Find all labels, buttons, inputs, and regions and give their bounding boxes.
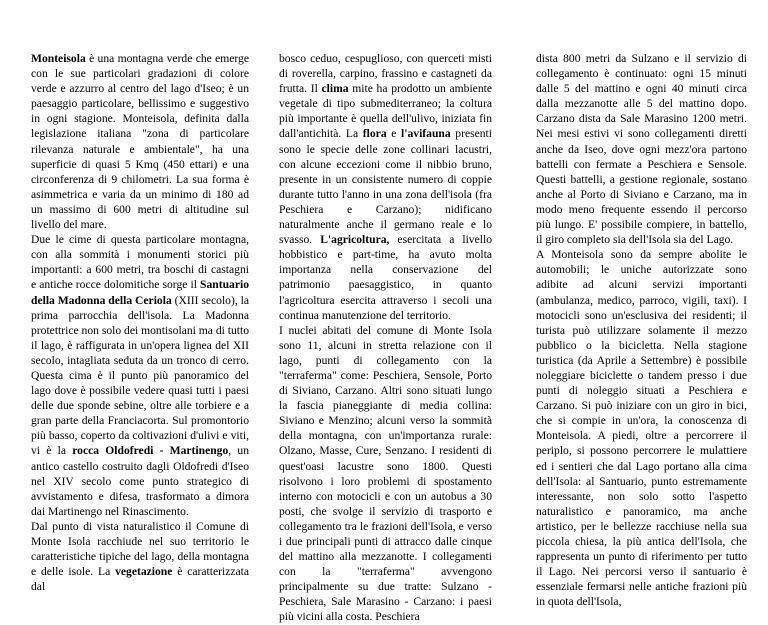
text-run: presenti sono le specie delle zone collinari lacustri, con alcune eccezioni come il nibbio bruno, presente in un consistente numero di coppie durante tutto l'anno in una zona dell'isola (fra Peschiera e Carzano); nidificano naturalmente anche il germano reale e lo svasso. [279, 127, 492, 247]
bold-text-run: l'avifauna [401, 127, 451, 141]
text-run: bosco ceduo, cespuglioso, con querceti misti di roverella, carpino, frassino e castagneti da frutta. Il [279, 52, 492, 96]
text-run: I nuclei abitati del comune di Monte Isola sono 11, alcuni in stretta relazione con il lago, punti di collegamento con la "terraferma" come: Peschiera, Sensole, Porto di Siviano, Carzano. Altri sono situati lungo la fascia pianeggiante di media collina: Siviano e Menzino; alcuni verso la sommità della montagna, con un'importanza rurale: Olzano, Masse, Cure, Senzano. I residenti di quest'oasi lacustre sono 1800. Questi risolvono i loro problemi di spostamento interno con motocicli e con un autobus a 30 posti, che svolge il servizio di trasporto e collegamento tra le frazioni dell'Isola, e verso i due principali punti di attracco dalle cinque del mattino alla mezzanotte. I collegamenti con la "terraferma" avvengono principalmente su due tratte: Sulzano - Peschiera, Sale Marasino - Carzano: i paesi più vicini alla costa. Peschiera [279, 323, 492, 624]
paragraph [31, 51, 249, 232]
text-run: è una montagna verde che emerge con le sue particolari gradazioni di colore verde e azzurro al centro del lago d'Iseo; è un paesaggio particolare, bellissimo e suggestivo in ogni stagione. Monteisola, definita dalla legislazione italiana "zona di particolare rilevanza naturale e ambientale", ha una superficie di quasi 5 Kmq (450 ettari) e una circonferenza di 9 chilometri. La sua forma è asimmetrica e varia da un minimo di 180 ad un massimo di 600 metri di altitudine sul livello del mare. [31, 52, 249, 232]
paragraph [31, 519, 249, 594]
bold-text-run: Santuario della Madonna della Ceriola [31, 278, 249, 307]
text-run: dista 800 metri da Sulzano e il servizio di collegamento è continuato: ogni 15 minuti dalle 5 del mattino e ogni 40 minuti circa dalla mezzanotte alle 5 del mattino dopo. Carzano dista da Sale Marasino 1200 metri. Nei mesi estivi vi sono collegamenti diretti anche da Iseo, dove ogni mezz'ora partono battelli con fermate a Peschiera e Sensole. Questi battelli, a gestione regionale, sostano anche al Porto di Siviano e Carzano, ma in modo meno frequente essendo il percorso più lungo. E' possibile compiere, in battello, il giro completo sia dell'Isola sia del Lago. [536, 52, 747, 247]
paragraph [279, 323, 492, 625]
text-run: Due le cime di questa particolare montagna, con alla sommità i monumenti storici più importanti: a 600 metri, tra boschi di castagni e antiche rocce dolomitiche sorge il [31, 233, 249, 292]
paragraph [31, 232, 249, 519]
text-column-2 [279, 51, 492, 625]
paragraph [536, 51, 747, 247]
bold-text-run: clima [321, 82, 349, 96]
bold-text-run: Monteisola [31, 52, 86, 65]
text-run: mite ha prodotto un ambiente vegetale di tipo submediterraneo; la coltura più importante è quella dell'ulivo, iniziata fin dall'antichità. La [279, 82, 492, 141]
text-run: A Monteisola sono da sempre abolite le automobili; le uniche autorizzate sono adibite ad alcuni servizi importanti (ambulanza, medico, parroco, vigili, taxi). I motocicli sono un'esclusiva dei residenti; il turista può utilizzare solamente il mezzo pubblico o la bicicletta. Nella stagione turistica (da Aprile a Settembre) è possibile noleggiare biciclette o tandem presso i due punti di noleggio situati a Peschiera e Carzano. Si può iniziare con un giro in bici, che si compie in un'ora, la conoscenza di Monteisola. A piedi, oltre a percorrere il periplo, si possono percorrere le mulattiere ed i sentieri che dal Lago portano alla cima dell'Isola: al Santuario, punto estremamente interessante, non solo sotto l'aspetto naturalistico e panoramico, ma anche artistico, per le bellezze racchiuse nella sua piccola chiesa, la più antica dell'Isola, che rappresenta un punto di riferimento per tutto il Lago. Nei percorsi verso il santuario è essenziale fermarsi nelle antiche frazioni più in quota dell'Isola, [536, 248, 747, 609]
paragraph [536, 247, 747, 609]
bold-text-run: flora [362, 127, 387, 141]
text-run: , un antico castello costruito dagli Oldofredi d'Iseo nel XIV secolo come punto strategico di avvistamento e difesa, trasformato a dimora dai Martinengo nel Rinascimento. [31, 444, 249, 518]
bold-text-run: rocca Oldofredi - Martinengo [72, 444, 229, 458]
text-run: è caratterizzata dal [31, 565, 249, 594]
bold-text-run: L'agricoltura, [320, 233, 390, 247]
text-run: Dal punto di vista naturalistico il Comune di Monte Isola racchiude nel suo territorio le caratteristiche tipiche del lago, della montagna e delle isole. La [31, 519, 249, 579]
text-run: esercitata a livello hobbistico e part-time, ha avuto molta importanza nella conservazione del patrimonio paesaggistico, in quanto l'agricoltura esercita attraverso i secoli una continua manutenzione del territorio. [279, 233, 492, 322]
paragraph [279, 51, 492, 323]
bold-text-run: vegetazione [115, 565, 173, 579]
text-run: e [386, 127, 402, 141]
text-run: (XIII secolo), la prima parrocchia dell'isola. La Madonna protettrice non solo dei montisolani ma di tutto il lago, è raffigurata in un'opera lignea del XII secolo, intagliata seduta da un tronco di cerro. Questa cima è il punto più panoramico del lago dove è possibile vedere quasi tutti i paesi delle due sponde sebine, oltre alle torbiere e a gran parte della Franciacorta. Sul promontorio più basso, coperto da coltivazioni d'ulivi e viti, vi è la [31, 293, 250, 458]
text-column-1 [31, 51, 249, 594]
text-column-3 [536, 51, 747, 609]
